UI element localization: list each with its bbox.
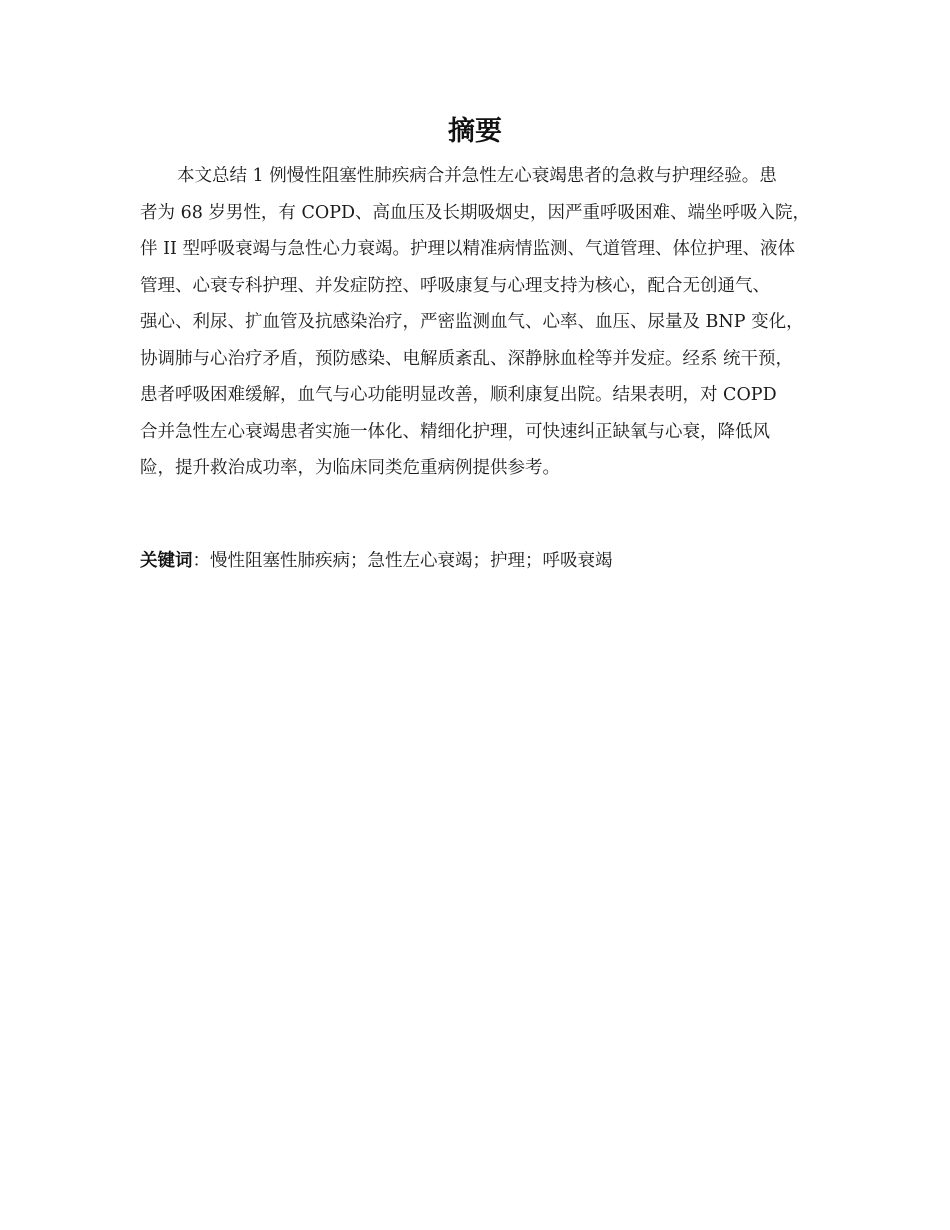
abstract-line: 险，提升救治成功率，为临床同类危重病例提供参考。 — [140, 458, 560, 478]
keywords-line — [140, 543, 840, 579]
abstract-title: 摘要 — [448, 116, 502, 147]
abstract-line: 伴 II 型呼吸衰竭与急性心力衰竭。护理以精准病情监测、气道管理、体位护理、液体 — [140, 239, 795, 259]
abstract-line: 者为 68 岁男性，有 COPD、高血压及长期吸烟史，因严重呼吸困难、端坐呼吸入院， — [140, 202, 810, 223]
keywords-label: 关键词 — [140, 551, 193, 571]
abstract-line: 协调肺与心治疗矛盾，预防感染、电解质紊乱、深静脉血栓等并发症。经系 统干预， — [140, 348, 794, 369]
abstract-line: 本文总结 1 例慢性阻塞性肺疾病合并急性左心衰竭患者的急救与护理经验。患 — [177, 166, 777, 186]
keywords-separator: ： — [192, 551, 210, 571]
keywords-text: 慢性阻塞性肺疾病；急性左心衰竭；护理；呼吸衰竭 — [210, 551, 613, 571]
abstract-line: 患者呼吸困难缓解，血气与心功能明显改善，顺利康复出院。结果表明，对 COPD — [140, 385, 777, 405]
abstract-body — [140, 158, 840, 487]
abstract-line: 强心、利尿、扩血管及抗感染治疗，严密监测血气、心率、血压、尿量及 BNP 变化， — [140, 312, 804, 332]
abstract-line: 合并急性左心衰竭患者实施一体化、精细化护理，可快速纠正缺氧与心衰，降低风 — [140, 421, 770, 442]
abstract-line: 管理、心衰专科护理、并发症防控、呼吸康复与心理支持为核心，配合无创通气、 — [140, 275, 770, 296]
